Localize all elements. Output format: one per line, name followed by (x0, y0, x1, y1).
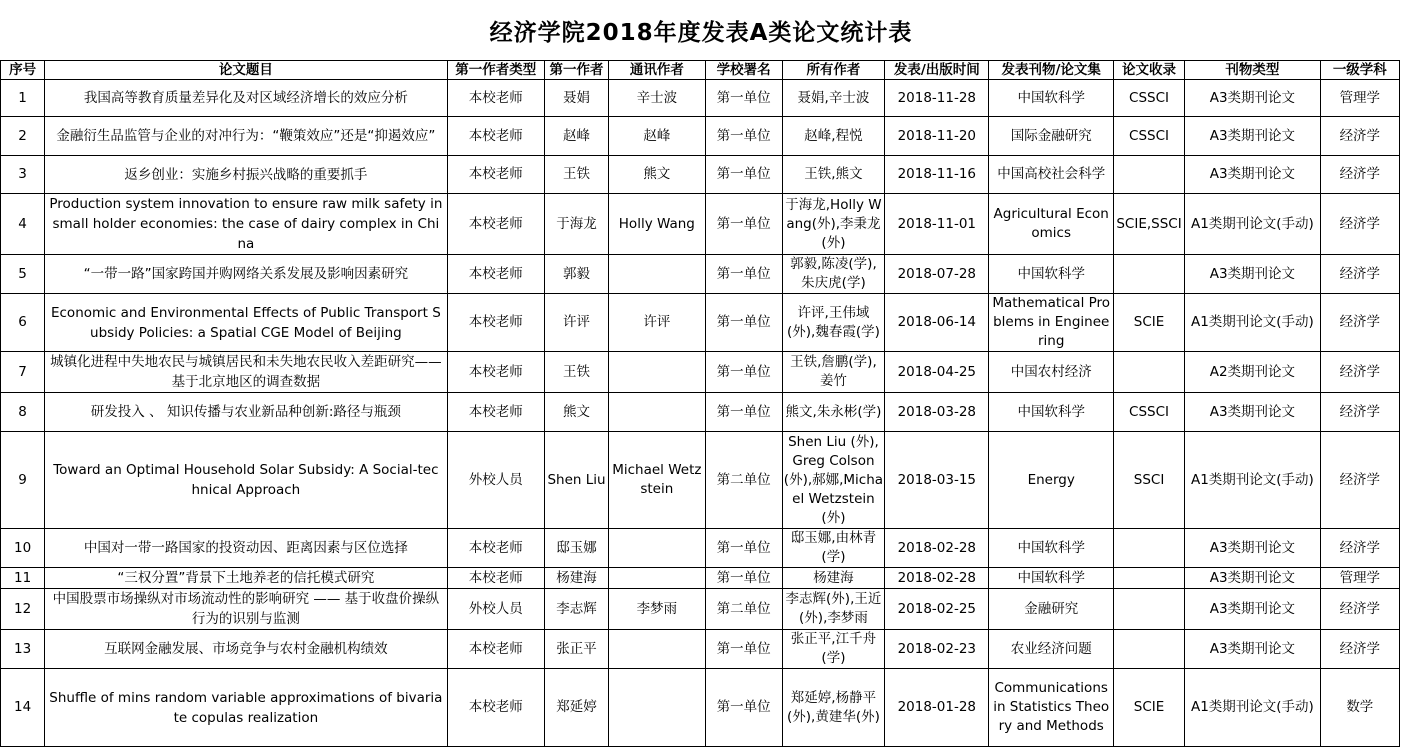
cell-index: SCIE,SSCI (1113, 194, 1184, 255)
col-header-author-type: 第一作者类型 (447, 61, 544, 80)
table-row (1, 589, 1400, 630)
cell-jtype: A3类期刊论文 (1185, 117, 1320, 156)
cell-title: Economic and Environmental Effects of Public Transport Subsidy Policies: a Spatial CGE Model of Beijing (45, 294, 447, 352)
cell-title: 我国高等教育质量差异化及对区域经济增长的效应分析 (45, 80, 447, 117)
cell-journal: 国际金融研究 (989, 117, 1113, 156)
cell-sign: 第二单位 (705, 589, 782, 630)
table-row (1, 80, 1400, 117)
table-row (1, 156, 1400, 194)
col-header-title: 论文题目 (45, 61, 447, 80)
cell-all: 邸玉娜,由林青(学) (782, 529, 884, 568)
cell-all: 许评,王伟域(外),魏春霞(学) (782, 294, 884, 352)
cell-type: 本校老师 (447, 393, 544, 432)
cell-index (1113, 630, 1184, 669)
cell-first: 于海龙 (544, 194, 608, 255)
cell-no: 10 (1, 529, 45, 568)
cell-no: 13 (1, 630, 45, 669)
cell-date: 2018-01-28 (885, 669, 989, 747)
cell-no: 6 (1, 294, 45, 352)
cell-corr (609, 568, 705, 589)
cell-sign: 第一单位 (705, 352, 782, 393)
cell-jtype: A2类期刊论文 (1185, 352, 1320, 393)
cell-corr: Holly Wang (609, 194, 705, 255)
cell-journal: 中国软科学 (989, 80, 1113, 117)
cell-subject: 经济学 (1320, 156, 1399, 194)
cell-sign: 第一单位 (705, 294, 782, 352)
col-header-date: 发表/出版时间 (885, 61, 989, 80)
col-header-subject: 一级学科 (1320, 61, 1399, 80)
cell-index (1113, 255, 1184, 294)
cell-corr (609, 352, 705, 393)
cell-journal: Communications in Statistics Theory and Methods (989, 669, 1113, 747)
cell-date: 2018-02-25 (885, 589, 989, 630)
cell-index (1113, 568, 1184, 589)
cell-subject: 经济学 (1320, 589, 1399, 630)
cell-no: 4 (1, 194, 45, 255)
cell-first: Shen Liu (544, 432, 608, 529)
cell-index (1113, 589, 1184, 630)
cell-first: 赵峰 (544, 117, 608, 156)
cell-all: 熊文,朱永彬(学) (782, 393, 884, 432)
cell-journal: 中国高校社会科学 (989, 156, 1113, 194)
cell-date: 2018-11-20 (885, 117, 989, 156)
table-row (1, 294, 1400, 352)
cell-journal: Mathematical Problems in Engineering (989, 294, 1113, 352)
cell-jtype: A3类期刊论文 (1185, 589, 1320, 630)
cell-subject: 经济学 (1320, 529, 1399, 568)
cell-first: 聂娟 (544, 80, 608, 117)
cell-no: 14 (1, 669, 45, 747)
cell-subject: 经济学 (1320, 255, 1399, 294)
cell-first: 郑延婷 (544, 669, 608, 747)
cell-corr (609, 630, 705, 669)
cell-journal: 中国软科学 (989, 393, 1113, 432)
cell-subject: 管理学 (1320, 568, 1399, 589)
cell-title: 中国股票市场操纵对市场流动性的影响研究 —— 基于收盘价操纵行为的识别与监测 (45, 589, 447, 630)
page-title: 经济学院2018年度发表A类论文统计表 (489, 19, 913, 46)
cell-title: 互联网金融发展、市场竞争与农村金融机构绩效 (45, 630, 447, 669)
cell-all: 杨建海 (782, 568, 884, 589)
cell-title: 金融衍生品监管与企业的对冲行为：“鞭策效应”还是“抑遏效应” (45, 117, 447, 156)
cell-all: 于海龙,Holly Wang(外),李秉龙(外) (782, 194, 884, 255)
cell-jtype: A3类期刊论文 (1185, 255, 1320, 294)
cell-subject: 经济学 (1320, 352, 1399, 393)
table-row (1, 352, 1400, 393)
cell-first: 熊文 (544, 393, 608, 432)
cell-title: “三权分置”背景下土地养老的信托模式研究 (45, 568, 447, 589)
cell-index: CSSCI (1113, 80, 1184, 117)
cell-first: 王铁 (544, 352, 608, 393)
cell-date: 2018-11-01 (885, 194, 989, 255)
table-row (1, 568, 1400, 589)
cell-type: 本校老师 (447, 255, 544, 294)
cell-title: Production system innovation to ensure raw milk safety in small holder economies: the case of dairy complex in China (45, 194, 447, 255)
cell-index: SCIE (1113, 669, 1184, 747)
cell-no: 7 (1, 352, 45, 393)
cell-type: 本校老师 (447, 194, 544, 255)
cell-type: 外校人员 (447, 432, 544, 529)
cell-jtype: A3类期刊论文 (1185, 156, 1320, 194)
cell-subject: 经济学 (1320, 117, 1399, 156)
cell-sign: 第一单位 (705, 255, 782, 294)
cell-type: 本校老师 (447, 80, 544, 117)
cell-all: 王铁,熊文 (782, 156, 884, 194)
cell-all: 张正平,江千舟(学) (782, 630, 884, 669)
table-row (1, 117, 1400, 156)
cell-corr: 李梦雨 (609, 589, 705, 630)
cell-type: 本校老师 (447, 294, 544, 352)
cell-date: 2018-02-28 (885, 529, 989, 568)
cell-no: 5 (1, 255, 45, 294)
cell-all: 郑延婷,杨静平(外),黄建华(外) (782, 669, 884, 747)
cell-type: 本校老师 (447, 669, 544, 747)
cell-journal: 金融研究 (989, 589, 1113, 630)
cell-title: 中国对一带一路国家的投资动因、距离因素与区位选择 (45, 529, 447, 568)
cell-index (1113, 352, 1184, 393)
cell-first: 许评 (544, 294, 608, 352)
col-header-journal: 发表刊物/论文集 (989, 61, 1113, 80)
cell-date: 2018-06-14 (885, 294, 989, 352)
cell-title: Shuffle of mins random variable approximations of bivariate copulas realization (45, 669, 447, 747)
cell-first: 杨建海 (544, 568, 608, 589)
table-row (1, 529, 1400, 568)
cell-type: 本校老师 (447, 156, 544, 194)
cell-sign: 第一单位 (705, 117, 782, 156)
cell-no: 9 (1, 432, 45, 529)
cell-corr: Michael Wetzstein (609, 432, 705, 529)
cell-no: 1 (1, 80, 45, 117)
cell-journal: Agricultural Economics (989, 194, 1113, 255)
cell-index: CSSCI (1113, 117, 1184, 156)
col-header-corresponding-author: 通讯作者 (609, 61, 705, 80)
cell-corr (609, 393, 705, 432)
cell-no: 3 (1, 156, 45, 194)
cell-index: CSSCI (1113, 393, 1184, 432)
cell-no: 11 (1, 568, 45, 589)
cell-all: 赵峰,程悦 (782, 117, 884, 156)
cell-all: Shen Liu (外),Greg Colson(外),郝娜,Michael Wetzstein(外) (782, 432, 884, 529)
cell-subject: 经济学 (1320, 432, 1399, 529)
cell-journal: Energy (989, 432, 1113, 529)
cell-type: 本校老师 (447, 568, 544, 589)
cell-all: 李志辉(外),王近(外),李梦雨 (782, 589, 884, 630)
cell-sign: 第一单位 (705, 529, 782, 568)
cell-title: 研发投入 、 知识传播与农业新品种创新:路径与瓶颈 (45, 393, 447, 432)
cell-sign: 第一单位 (705, 568, 782, 589)
table-row (1, 255, 1400, 294)
table-row (1, 194, 1400, 255)
cell-title: “一带一路”国家跨国并购网络关系发展及影响因素研究 (45, 255, 447, 294)
cell-sign: 第一单位 (705, 156, 782, 194)
table-row (1, 393, 1400, 432)
cell-date: 2018-02-28 (885, 568, 989, 589)
cell-journal: 中国软科学 (989, 255, 1113, 294)
cell-jtype: A3类期刊论文 (1185, 80, 1320, 117)
cell-type: 本校老师 (447, 352, 544, 393)
cell-all: 王铁,詹鹏(学),姜竹 (782, 352, 884, 393)
cell-sign: 第一单位 (705, 669, 782, 747)
cell-all: 聂娟,辛士波 (782, 80, 884, 117)
cell-corr (609, 529, 705, 568)
cell-subject: 数学 (1320, 669, 1399, 747)
col-header-school-sign: 学校署名 (705, 61, 782, 80)
col-header-index: 论文收录 (1113, 61, 1184, 80)
cell-sign: 第一单位 (705, 393, 782, 432)
col-header-first-author: 第一作者 (544, 61, 608, 80)
cell-all: 郭毅,陈凌(学),朱庆虎(学) (782, 255, 884, 294)
cell-corr: 赵峰 (609, 117, 705, 156)
col-header-no: 序号 (1, 61, 45, 80)
cell-first: 邸玉娜 (544, 529, 608, 568)
cell-corr: 熊文 (609, 156, 705, 194)
cell-jtype: A1类期刊论文(手动) (1185, 294, 1320, 352)
cell-first: 郭毅 (544, 255, 608, 294)
table-row (1, 630, 1400, 669)
col-header-all-authors: 所有作者 (782, 61, 884, 80)
cell-no: 12 (1, 589, 45, 630)
cell-jtype: A1类期刊论文(手动) (1185, 432, 1320, 529)
cell-sign: 第一单位 (705, 194, 782, 255)
cell-no: 8 (1, 393, 45, 432)
cell-corr (609, 255, 705, 294)
cell-sign: 第一单位 (705, 630, 782, 669)
cell-jtype: A1类期刊论文(手动) (1185, 669, 1320, 747)
cell-first: 张正平 (544, 630, 608, 669)
cell-jtype: A1类期刊论文(手动) (1185, 194, 1320, 255)
cell-jtype: A3类期刊论文 (1185, 630, 1320, 669)
cell-journal: 中国软科学 (989, 568, 1113, 589)
cell-jtype: A3类期刊论文 (1185, 568, 1320, 589)
cell-corr: 辛士波 (609, 80, 705, 117)
cell-sign: 第二单位 (705, 432, 782, 529)
cell-corr: 许评 (609, 294, 705, 352)
cell-sign: 第一单位 (705, 80, 782, 117)
cell-subject: 经济学 (1320, 393, 1399, 432)
cell-type: 本校老师 (447, 117, 544, 156)
cell-subject: 经济学 (1320, 294, 1399, 352)
table-row (1, 432, 1400, 529)
cell-journal: 中国软科学 (989, 529, 1113, 568)
cell-no: 2 (1, 117, 45, 156)
cell-subject: 经济学 (1320, 630, 1399, 669)
cell-index (1113, 156, 1184, 194)
cell-title: 返乡创业：实施乡村振兴战略的重要抓手 (45, 156, 447, 194)
cell-journal: 中国农村经济 (989, 352, 1113, 393)
cell-first: 李志辉 (544, 589, 608, 630)
cell-index: SCIE (1113, 294, 1184, 352)
col-header-journal-type: 刊物类型 (1185, 61, 1320, 80)
cell-date: 2018-03-15 (885, 432, 989, 529)
cell-subject: 管理学 (1320, 80, 1399, 117)
cell-index: SSCI (1113, 432, 1184, 529)
cell-first: 王铁 (544, 156, 608, 194)
cell-jtype: A3类期刊论文 (1185, 393, 1320, 432)
cell-title: 城镇化进程中失地农民与城镇居民和未失地农民收入差距研究——基于北京地区的调查数据 (45, 352, 447, 393)
cell-date: 2018-04-25 (885, 352, 989, 393)
cell-type: 外校人员 (447, 589, 544, 630)
cell-date: 2018-03-28 (885, 393, 989, 432)
cell-jtype: A3类期刊论文 (1185, 529, 1320, 568)
cell-subject: 经济学 (1320, 194, 1399, 255)
cell-date: 2018-07-28 (885, 255, 989, 294)
cell-index (1113, 529, 1184, 568)
cell-date: 2018-11-16 (885, 156, 989, 194)
cell-date: 2018-02-23 (885, 630, 989, 669)
header-row (1, 61, 1400, 80)
cell-type: 本校老师 (447, 630, 544, 669)
cell-type: 本校老师 (447, 529, 544, 568)
cell-date: 2018-11-28 (885, 80, 989, 117)
cell-title: Toward an Optimal Household Solar Subsidy: A Social-technical Approach (45, 432, 447, 529)
cell-journal: 农业经济问题 (989, 630, 1113, 669)
papers-table (0, 60, 1400, 747)
